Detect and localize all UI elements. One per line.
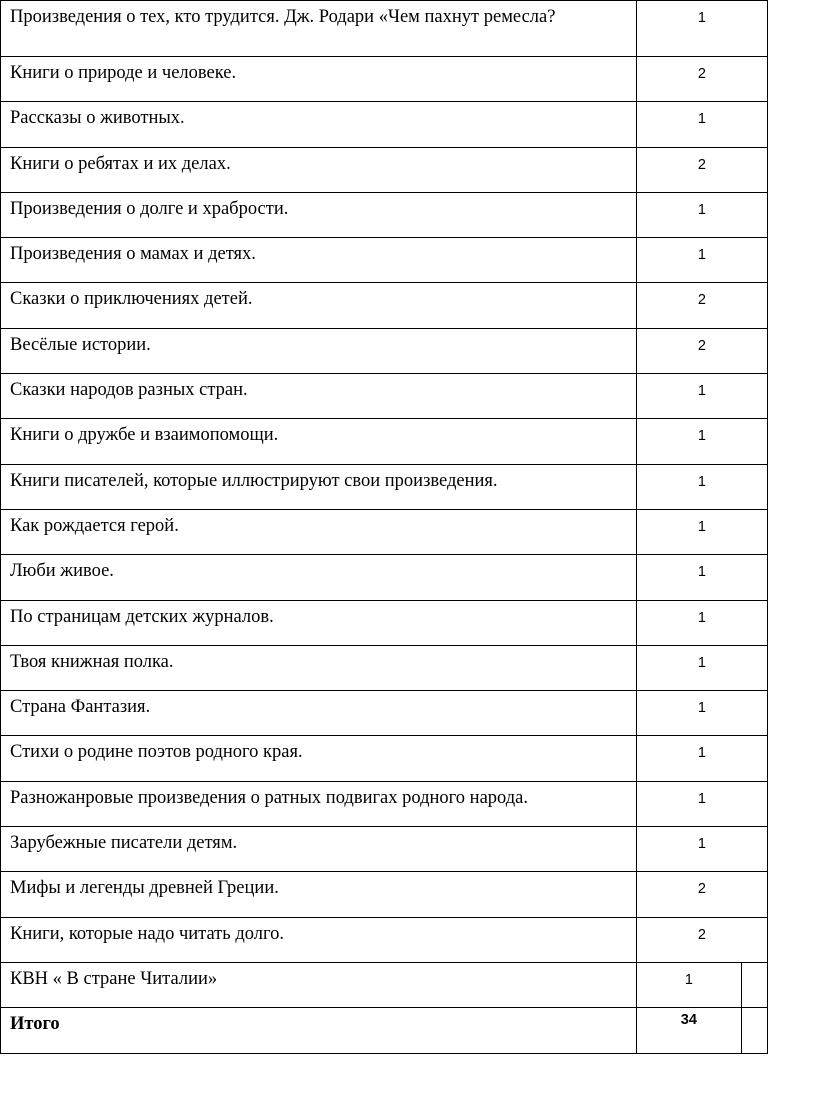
topic-title: Весёлые истории. [1, 328, 637, 373]
table-row [1, 464, 768, 509]
topic-title: Книги о природе и человеке. [1, 57, 637, 102]
topic-title: Сказки о приключениях детей. [1, 283, 637, 328]
topic-title: Твоя книжная полка. [1, 645, 637, 690]
hours-count: 1 [636, 419, 767, 464]
hours-count: 1 [636, 691, 767, 736]
topic-title: КВН « В стране Читалии» [1, 962, 637, 1007]
hours-count: 1 [636, 464, 767, 509]
total-label: Итого [1, 1008, 637, 1054]
hours-count: 1 [636, 736, 767, 781]
table-row [1, 374, 768, 419]
hours-count: 1 [636, 192, 767, 237]
topic-title: Мифы и легенды древней Греции. [1, 872, 637, 917]
empty-cell [741, 962, 767, 1007]
total-hours: 34 [636, 1008, 741, 1054]
total-row [1, 1008, 768, 1054]
topic-title: Произведения о долге и храбрости. [1, 192, 637, 237]
hours-count: 1 [636, 509, 767, 554]
table-row [1, 872, 768, 917]
table-row [1, 147, 768, 192]
topic-title: Как рождается герой. [1, 509, 637, 554]
hours-count: 2 [636, 57, 767, 102]
table-row [1, 328, 768, 373]
table-row [1, 238, 768, 283]
table-row [1, 736, 768, 781]
hours-count: 1 [636, 374, 767, 419]
table-row [1, 781, 768, 826]
hours-count: 1 [636, 962, 741, 1007]
topic-title: Книги, которые надо читать долго. [1, 917, 637, 962]
hours-count: 2 [636, 283, 767, 328]
topic-title: Сказки народов разных стран. [1, 374, 637, 419]
table-row [1, 555, 768, 600]
topic-title: Зарубежные писатели детям. [1, 827, 637, 872]
topic-title: По страницам детских журналов. [1, 600, 637, 645]
hours-count: 1 [636, 600, 767, 645]
table-row [1, 827, 768, 872]
topic-title: Произведения о мамах и детях. [1, 238, 637, 283]
hours-count: 1 [636, 827, 767, 872]
topic-title: Произведения о тех, кто трудится. Дж. Родари «Чем пахнут ремесла? [1, 1, 637, 57]
hours-count: 1 [636, 238, 767, 283]
topic-title: Стихи о родине поэтов родного края. [1, 736, 637, 781]
topic-title: Книги писателей, которые иллюстрируют свои произведения. [1, 464, 637, 509]
hours-count: 1 [636, 781, 767, 826]
hours-count: 2 [636, 872, 767, 917]
topic-title: Страна Фантазия. [1, 691, 637, 736]
hours-count: 1 [636, 1, 767, 57]
table-row [1, 509, 768, 554]
hours-count: 1 [636, 645, 767, 690]
table-row [1, 419, 768, 464]
table-row [1, 962, 768, 1007]
topic-title: Рассказы о животных. [1, 102, 637, 147]
table-row [1, 102, 768, 147]
topic-title: Люби живое. [1, 555, 637, 600]
table-row [1, 691, 768, 736]
hours-count: 2 [636, 917, 767, 962]
table-row [1, 283, 768, 328]
empty-cell [741, 1008, 767, 1054]
hours-count: 2 [636, 328, 767, 373]
table-row [1, 192, 768, 237]
table-row [1, 1, 768, 57]
hours-count: 1 [636, 102, 767, 147]
table-row [1, 600, 768, 645]
topic-title: Книги о дружбе и взаимопомощи. [1, 419, 637, 464]
table-row [1, 645, 768, 690]
hours-count: 1 [636, 555, 767, 600]
table-row [1, 57, 768, 102]
hours-count: 2 [636, 147, 767, 192]
table-row [1, 917, 768, 962]
topic-title: Разножанровые произведения о ратных подвигах родного народа. [1, 781, 637, 826]
topic-title: Книги о ребятах и их делах. [1, 147, 637, 192]
